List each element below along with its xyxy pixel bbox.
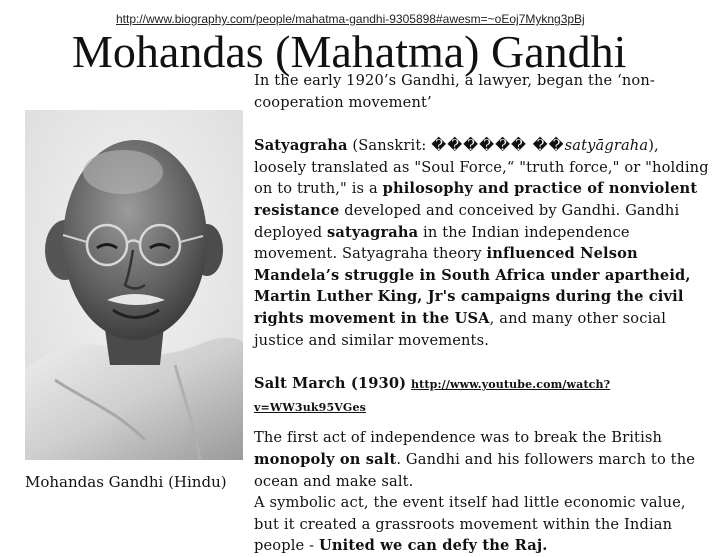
satyagraha-term: Satyagraha [254,137,348,155]
united-phrase: United we can defy the Raj. [318,537,548,555]
source-link[interactable]: http://www.biography.com/people/mahatma-gandhi-9305898#awesm=~oEoj7Mykng3pBj [116,12,585,26]
salt-monopoly: monopoly on salt [254,450,397,468]
salt-march-video-link[interactable]: http://www.youtube.com/watch?v=WW3uk95VGes [254,378,611,414]
satyagraha-paragraph [254,135,714,351]
salt-march-heading-line [254,373,714,418]
intro-paragraph: In the early 1920’s Gandhi, a lawyer, began the ‘non-cooperation movement’ [254,72,655,111]
satyagraha-term-2: satyagraha [327,223,419,241]
sanskrit-glyphs: ������ �� [431,137,565,155]
salt-march-paragraph-1 [254,427,714,492]
developed-text: developed and conceived by Gandhi. Gandhi deployed [254,201,680,241]
salt-p1-a: The first act of independence was to break the British [254,429,663,447]
page-title: Mohandas (Mahatma) Gandhi [72,26,627,77]
salt-march-heading: Salt March (1930) [254,375,407,393]
transliteration: satyāgraha [564,137,649,155]
main-content [254,70,714,557]
gandhi-portrait-photo [25,110,243,460]
independence-text: in the Indian independence movement. Satyagraha theory [254,223,630,263]
closing-text: , and many other social justice and similar movements. [254,309,667,349]
influence-phrase: influenced Nelson Mandela’s struggle in South Africa under apartheid, Martin Luther King, Jr's campaigns during the civil rights movement in the USA [254,245,691,327]
salt-march-paragraph-2 [254,492,714,557]
salt-p1-c: . Gandhi and his followers march to the ocean and make salt. [254,450,696,490]
photo-caption: Mohandas Gandhi (Hindu) [25,473,227,491]
satyagraha-definition: ), loosely translated as "Soul Force,“ "truth force," or "holding on to truth," is a [254,137,709,198]
philosophy-phrase: philosophy and practice of nonviolent resistance [254,180,698,219]
salt-p2-a: A symbolic act, the event itself had little economic value, but it created a grassroots movement within the Indian people - [254,494,686,555]
sanskrit-prefix: (Sanskrit: [347,137,432,155]
